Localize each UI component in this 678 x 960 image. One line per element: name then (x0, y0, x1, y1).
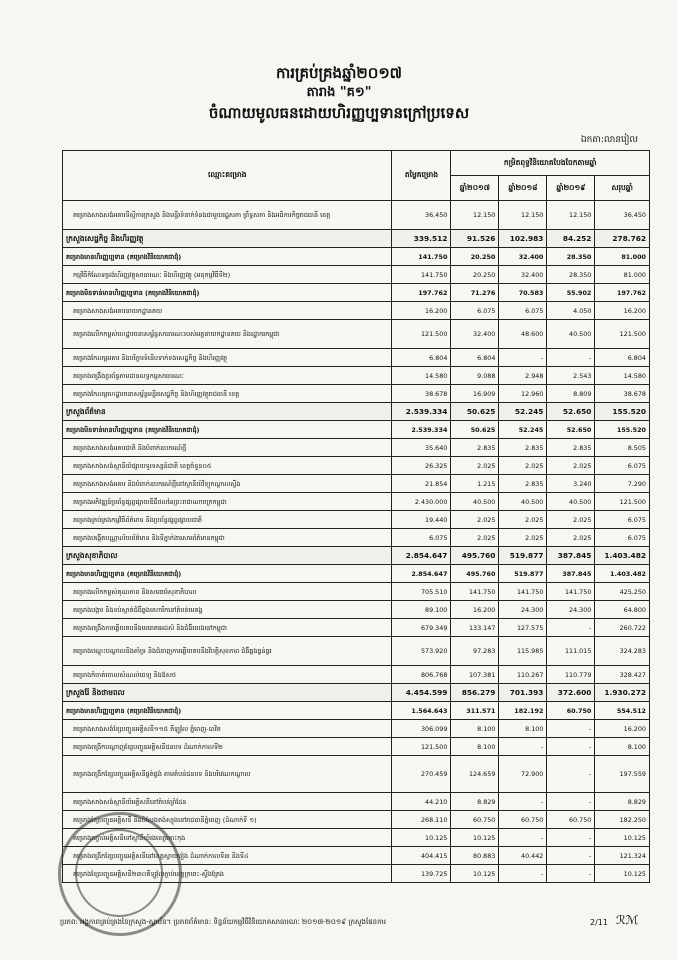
project-value-cell: 2.854.647 (392, 547, 451, 565)
total-cell: 1.403.482 (595, 565, 650, 583)
project-name-cell: គម្រោងកំចាត់ចោលសំណល់ពេទ្យ និងឱសថ (63, 666, 392, 684)
document-subtitle: ចំណាយមូលធនដោយហិរញ្ញប្បទានក្រៅប្រទេស (208, 104, 470, 122)
year-2019-cell: 110.779 (547, 666, 595, 684)
project-value-cell: 16.200 (392, 302, 451, 320)
document-title: ការគ្រប់គ្រងឆ្នាំ២០១៧ (276, 64, 402, 82)
year-2018-cell: 2.948 (499, 367, 547, 385)
year-2018-cell: - (499, 349, 547, 367)
total-cell: 155.520 (595, 403, 650, 421)
year-2017-cell: 16.909 (451, 385, 499, 403)
project-row (63, 738, 650, 756)
year-2017-cell: 60.750 (451, 811, 499, 829)
project-row (63, 349, 650, 367)
year-2018-cell: 182.192 (499, 702, 547, 720)
year-2019-cell: 52.650 (547, 421, 595, 439)
ministry-row (63, 403, 650, 421)
unit-label: ឯកតា:លានរៀល (580, 135, 638, 145)
year-2019-cell: 55.902 (547, 284, 595, 302)
year-2018-cell: 40.500 (499, 493, 547, 511)
year-2018-cell: 2.025 (499, 511, 547, 529)
year-2017-cell: 20.250 (451, 266, 499, 284)
year-2017-cell: 97.283 (451, 637, 499, 666)
project-name-cell: ក្រសួងរ៉ែ និងថាមពល (63, 684, 392, 702)
project-value-cell: 2.539.334 (392, 421, 451, 439)
project-row (63, 720, 650, 738)
total-cell: 16.200 (595, 302, 650, 320)
total-cell: 10.125 (595, 865, 650, 883)
total-cell: 197.762 (595, 284, 650, 302)
year-2017-cell: 10.125 (451, 865, 499, 883)
header-year-2019: ឆ្នាំ២០១៩ (547, 176, 595, 201)
header-annual-allocation: កម្រិតពុទ្ធវិនិយោគបែងចែកតាមឆ្នាំ (451, 151, 650, 176)
project-value-cell: 35.640 (392, 439, 451, 457)
year-2019-cell: 3.240 (547, 475, 595, 493)
page-number: 2/11 (590, 918, 608, 927)
project-row (63, 201, 650, 230)
total-cell: 8.829 (595, 793, 650, 811)
year-2019-cell: 40.500 (547, 320, 595, 349)
project-value-cell: 26.325 (392, 457, 451, 475)
year-2017-cell: 133.147 (451, 619, 499, 637)
project-row (63, 756, 650, 793)
project-value-cell: 10.125 (392, 829, 451, 847)
table-body (63, 201, 650, 883)
year-2019-cell: 8.809 (547, 385, 595, 403)
year-2019-cell: - (547, 349, 595, 367)
total-cell: 1.403.482 (595, 547, 650, 565)
project-value-cell: 573.920 (392, 637, 451, 666)
year-2017-cell: 16.200 (451, 601, 499, 619)
project-name-cell: គម្រោងសាងសង់ស្ថានីយ៍ផ្សាយទូរទស្សន៍ជាតិ ខេត្តចំនួន០៥ (63, 457, 392, 475)
year-2018-cell: 519.877 (499, 565, 547, 583)
year-2019-cell: - (547, 720, 595, 738)
year-2018-cell: 2.835 (499, 439, 547, 457)
year-2019-cell: - (547, 829, 595, 847)
total-cell: 81.000 (595, 266, 650, 284)
project-row (63, 266, 650, 284)
project-name-cell: គម្រោងមិនទាន់មានហិរញ្ញប្បទាន (គម្រោងវិនិយោគជាដុំ) (63, 284, 392, 302)
year-2017-cell: 10.125 (451, 829, 499, 847)
year-2018-cell: 32.400 (499, 248, 547, 266)
year-2017-cell: 2.835 (451, 439, 499, 457)
year-2017-cell: 107.381 (451, 666, 499, 684)
year-2018-cell: 72.900 (499, 756, 547, 793)
project-name-cell: គម្រោងសាងសង់អគារទីស្តីការក្រសួង និងមន្ទីរទំនាក់ទំនងជាមួយរដ្ឋសភា ព្រឹទ្ធសភា និងអធិការកិច្ចរាជធានី ខេត្ត (63, 201, 392, 230)
project-value-cell: 121.500 (392, 320, 451, 349)
total-cell: 121.500 (595, 320, 650, 349)
project-value-cell: 38.678 (392, 385, 451, 403)
project-value-cell: 44.210 (392, 793, 451, 811)
header-total: សរុបឆ្នាំ (595, 176, 650, 201)
project-value-cell: 404.415 (392, 847, 451, 865)
year-2019-cell: 111.015 (547, 637, 595, 666)
project-name-cell: គម្រោងតភ្ជាប់អគ្គិសនីទៅស្ថានីយ៍រងខេត្តកោះកុង (63, 829, 392, 847)
project-name-cell: គម្រោងបង្កើតបណ្ណាល័យព័ត៌មាន និងទីភ្នាក់ងារសារព័ត៌មានកម្ពុជា (63, 529, 392, 547)
table-caption: តារាង "គ១" (306, 85, 372, 100)
year-2017-cell: 2.025 (451, 511, 499, 529)
total-cell: 81.000 (595, 248, 650, 266)
year-2018-cell: 519.877 (499, 547, 547, 565)
year-2018-cell: - (499, 865, 547, 883)
ministry-row (63, 684, 650, 702)
project-name-cell: គម្រោងខ្សែបញ្ជូនអគ្គិសនី និងបំលែងតង់ស្យុងនៅរាជធានីភ្នំពេញ (ដំណាក់ទី ១) (63, 811, 392, 829)
project-value-cell: 139.725 (392, 865, 451, 883)
year-2018-cell: 12.960 (499, 385, 547, 403)
project-value-cell: 141.750 (392, 266, 451, 284)
project-value-cell: 89.100 (392, 601, 451, 619)
year-2017-cell: 141.750 (451, 583, 499, 601)
total-cell: 121.500 (595, 493, 650, 511)
year-2017-cell: 311.571 (451, 702, 499, 720)
header-year-2017: ឆ្នាំ២០១៧ (451, 176, 499, 201)
year-2019-cell: 372.600 (547, 684, 595, 702)
year-2018-cell: - (499, 738, 547, 756)
total-cell: 36.450 (595, 201, 650, 230)
total-cell: 260.722 (595, 619, 650, 637)
project-name-cell: គម្រោងពង្រឹងការឆ្លើយតបនឹងមេរោគអេដស៍ និងជំងឺរបេងនៅកម្ពុជា (63, 619, 392, 637)
total-cell: 6.075 (595, 529, 650, 547)
project-name-cell: គម្រោងមានហិរញ្ញប្បទាន (គម្រោងវិនិយោគជាដុំ) (63, 248, 392, 266)
total-cell: 7.290 (595, 475, 650, 493)
total-cell: 425.250 (595, 583, 650, 601)
total-cell: 328.427 (595, 666, 650, 684)
program-row (63, 702, 650, 720)
year-2019-cell: 28.350 (547, 248, 595, 266)
project-row (63, 320, 650, 349)
year-2019-cell: 2.543 (547, 367, 595, 385)
header-project-name: ឈ្មោះគម្រោង (63, 151, 392, 201)
project-value-cell: 197.762 (392, 284, 451, 302)
total-cell: 278.762 (595, 230, 650, 248)
total-cell: 8.100 (595, 738, 650, 756)
project-value-cell: 14.580 (392, 367, 451, 385)
year-2019-cell: - (547, 847, 595, 865)
year-2018-cell: 52.245 (499, 403, 547, 421)
project-name-cell: គម្រោងសាងសង់អគារ និងបំពាក់ឧបករណ៍ថ្មីនៅស្ថានីយ៍វិទ្យុកណ្តាលស្ទឹង (63, 475, 392, 493)
project-name-cell: គម្រោងសាងសង់ស្ថានីយ៍អគ្គិសនីនៅតំបន់ព្រំដែន (63, 793, 392, 811)
total-cell: 38.678 (595, 385, 650, 403)
project-row (63, 666, 650, 684)
program-row (63, 284, 650, 302)
project-row (63, 529, 650, 547)
total-cell: 324.283 (595, 637, 650, 666)
project-value-cell: 2.430.000 (392, 493, 451, 511)
project-value-cell: 21.854 (392, 475, 451, 493)
year-2019-cell: 4.050 (547, 302, 595, 320)
year-2018-cell: 115.985 (499, 637, 547, 666)
year-2018-cell: 32.400 (499, 266, 547, 284)
year-2018-cell: 24.300 (499, 601, 547, 619)
total-cell: 8.505 (595, 439, 650, 457)
year-2019-cell: 387.845 (547, 547, 595, 565)
total-cell: 1.930.272 (595, 684, 650, 702)
year-2018-cell: 60.750 (499, 811, 547, 829)
project-row (63, 511, 650, 529)
project-name-cell: គម្រោងសាងសង់អគារនាយកដ្ឋានគយ (63, 302, 392, 320)
project-value-cell: 1.564.643 (392, 702, 451, 720)
year-2017-cell: 20.250 (451, 248, 499, 266)
year-2017-cell: 6.075 (451, 302, 499, 320)
year-2019-cell: 24.300 (547, 601, 595, 619)
project-value-cell: 705.510 (392, 583, 451, 601)
year-2019-cell: 60.750 (547, 702, 595, 720)
project-row (63, 385, 650, 403)
year-2019-cell: 141.750 (547, 583, 595, 601)
project-row (63, 619, 650, 637)
total-cell: 155.520 (595, 421, 650, 439)
year-2019-cell: - (547, 738, 595, 756)
project-value-cell: 806.768 (392, 666, 451, 684)
year-2017-cell: 8.100 (451, 720, 499, 738)
total-cell: 6.075 (595, 457, 650, 475)
project-row (63, 493, 650, 511)
project-name-cell: ក្រសួងសេដ្ឋកិច្ច និងហិរញ្ញវត្ថុ (63, 230, 392, 248)
year-2019-cell: - (547, 793, 595, 811)
year-2017-cell: 71.276 (451, 284, 499, 302)
year-2018-cell: 8.100 (499, 720, 547, 738)
project-name-cell: គម្រោងពង្រីកបណ្តាញខ្សែបញ្ជូនអគ្គិសនីជនបទ ដំណាក់កាលទី២ (63, 738, 392, 756)
project-value-cell: 306.099 (392, 720, 451, 738)
total-cell: 64.800 (595, 601, 650, 619)
project-name-cell: គម្រោងពង្រឹងប្រព័ន្ធតាមដានលទ្ធកម្មសាធារណៈ (63, 367, 392, 385)
total-cell: 554.512 (595, 702, 650, 720)
signature: ℛℳ (616, 913, 639, 927)
year-2019-cell: 2.025 (547, 457, 595, 475)
project-name-cell: គម្រោងលើកកម្ពស់ហេដ្ឋារចនាសម្ព័ន្ធសាធារណៈរបស់អគ្គនាយកដ្ឋានគយ និងរដ្ឋាករកម្ពុជា (63, 320, 392, 349)
project-name-cell: គម្រោងអភិវឌ្ឍន៍ប្រព័ន្ធផ្សព្វផ្សាយឌីជីថលនៃព្រះរាជាណាចក្រកម្ពុជា (63, 493, 392, 511)
total-cell: 14.580 (595, 367, 650, 385)
year-2019-cell: 2.025 (547, 511, 595, 529)
total-cell: 6.804 (595, 349, 650, 367)
year-2017-cell: 2.025 (451, 457, 499, 475)
year-2018-cell: 52.245 (499, 421, 547, 439)
year-2018-cell: 102.983 (499, 230, 547, 248)
project-row (63, 302, 650, 320)
year-2017-cell: 91.526 (451, 230, 499, 248)
year-2019-cell: 28.350 (547, 266, 595, 284)
total-cell: 10.125 (595, 829, 650, 847)
year-2017-cell: 8.829 (451, 793, 499, 811)
footnote: ប្រភព: អង្គភាពគ្រប់គ្រងនៃក្រសួង-ស្ថាប័ន។ ប្រភពព័ត៌មាន: ទិន្នន័យកម្មវិធីវិនិយោគសាធារណៈ ២០១៧-២០១៩ ក្រសួងផែនការ (60, 918, 386, 926)
year-2018-cell: 12.150 (499, 201, 547, 230)
ministry-row (63, 547, 650, 565)
project-row (63, 583, 650, 601)
year-2018-cell: 48.600 (499, 320, 547, 349)
project-name-cell: កម្មវិធីកំណែទម្រង់ហិរញ្ញវត្ថុសាធារណៈ និងហិរញ្ញវត្ថុ (អនុកម្មវិធីទី២) (63, 266, 392, 284)
project-name-cell: គម្រោងមានហិរញ្ញប្បទាន (គម្រោងវិនិយោគជាដុំ) (63, 565, 392, 583)
year-2019-cell: 52.650 (547, 403, 595, 421)
year-2017-cell: 124.659 (451, 756, 499, 793)
total-cell: 197.559 (595, 756, 650, 793)
year-2017-cell: 50.625 (451, 403, 499, 421)
project-row (63, 457, 650, 475)
year-2018-cell: - (499, 829, 547, 847)
ministry-row (63, 230, 650, 248)
year-2017-cell: 40.500 (451, 493, 499, 511)
year-2019-cell: 387.845 (547, 565, 595, 583)
project-value-cell: 2.854.647 (392, 565, 451, 583)
total-cell: 121.324 (595, 847, 650, 865)
year-2019-cell: 12.150 (547, 201, 595, 230)
project-name-cell: គម្រោងមិនទាន់មានហិរញ្ញប្បទាន (គម្រោងវិនិយោគជាដុំ) (63, 421, 392, 439)
year-2017-cell: 495.760 (451, 565, 499, 583)
year-2019-cell: 60.750 (547, 811, 595, 829)
project-name-cell: គម្រោងសាងសង់អគារជាតិ និងបំពាក់ឧបករណ៍ថ្មី (63, 439, 392, 457)
total-cell: 6.075 (595, 511, 650, 529)
year-2019-cell: 2.835 (547, 439, 595, 457)
project-name-cell: គម្រោងលើកកម្ពស់គុណភាព និងសមធម៌សុខាភិបាល (63, 583, 392, 601)
total-cell: 16.200 (595, 720, 650, 738)
year-2017-cell: 32.400 (451, 320, 499, 349)
project-value-cell: 2.539.334 (392, 403, 451, 421)
project-value-cell: 6.804 (392, 349, 451, 367)
year-2019-cell: 40.500 (547, 493, 595, 511)
year-2018-cell: - (499, 793, 547, 811)
year-2017-cell: 2.025 (451, 529, 499, 547)
year-2019-cell: - (547, 619, 595, 637)
project-row (63, 601, 650, 619)
year-2018-cell: 40.442 (499, 847, 547, 865)
year-2019-cell: 2.025 (547, 529, 595, 547)
project-value-cell: 141.750 (392, 248, 451, 266)
year-2018-cell: 2.025 (499, 457, 547, 475)
year-2017-cell: 9.088 (451, 367, 499, 385)
project-name-cell: ក្រសួងសុខាភិបាល (63, 547, 392, 565)
year-2017-cell: 12.150 (451, 201, 499, 230)
year-2017-cell: 8.100 (451, 738, 499, 756)
project-row (63, 793, 650, 811)
header-year-2018: ឆ្នាំ២០១៨ (499, 176, 547, 201)
project-value-cell: 4.454.599 (392, 684, 451, 702)
project-name-cell: គម្រោងកែលម្អអគារ និងបរិក្ខារទំនើបទាក់ទងសេដ្ឋកិច្ច និងហិរញ្ញវត្ថុ (63, 349, 392, 367)
year-2017-cell: 50.625 (451, 421, 499, 439)
header-project-value: តម្លៃគម្រោង (392, 151, 451, 201)
project-name-cell: គម្រោងពង្រីកខ្សែបញ្ជូនអគ្គិសនីនៅខេត្តស្វាយរៀង ដំណាក់កាលទី៣ និងទី៤ (63, 847, 392, 865)
year-2019-cell: 84.252 (547, 230, 595, 248)
year-2017-cell: 6.804 (451, 349, 499, 367)
project-row (63, 475, 650, 493)
year-2018-cell: 127.575 (499, 619, 547, 637)
year-2017-cell: 1.215 (451, 475, 499, 493)
project-name-cell: គម្រោងគ្រប់គ្រងកម្មវិធីព័ត៌មាន និងប្រព័ន្ធផ្សព្វផ្សាយជាតិ (63, 511, 392, 529)
year-2018-cell: 110.267 (499, 666, 547, 684)
project-value-cell: 121.500 (392, 738, 451, 756)
project-name-cell: គម្រោងពង្រីកខ្សែបញ្ជូនអគ្គិសនីផ្គត់ផ្គង់ តាមតំបន់ជនបទ និងបរិវេណកណ្តាល (63, 756, 392, 793)
year-2019-cell: - (547, 865, 595, 883)
year-2018-cell: 701.393 (499, 684, 547, 702)
total-cell: 182.250 (595, 811, 650, 829)
program-row (63, 565, 650, 583)
project-name-cell: គម្រោងមានហិរញ្ញប្បទាន (គម្រោងវិនិយោគជាដុំ) (63, 702, 392, 720)
year-2018-cell: 6.075 (499, 302, 547, 320)
project-row (63, 439, 650, 457)
program-row (63, 421, 650, 439)
project-value-cell: 270.459 (392, 756, 451, 793)
year-2017-cell: 495.760 (451, 547, 499, 565)
project-value-cell: 36.450 (392, 201, 451, 230)
project-name-cell: គម្រោងបង្ការ និងទប់ស្កាត់ជំងឺឆ្លងមហារីកនៅតំបន់មេគង្គ (63, 601, 392, 619)
project-name-cell: គម្រោងបណ្តុះបណ្តាលនិងគាំទ្រ និងជំនាញការឆ្លើយតបនឹងវិបត្តិសុខភាព ជំងឺឆ្លងធ្ងន់ធ្ងរ (63, 637, 392, 666)
project-name-cell: គម្រោងកែលម្អហេដ្ឋារចនាសម្ព័ន្ធមន្ទីរសេដ្ឋកិច្ច និងហិរញ្ញវត្ថុរាជធានី ខេត្ត (63, 385, 392, 403)
year-2017-cell: 80.883 (451, 847, 499, 865)
project-name-cell: គម្រោងខ្សែបញ្ជូនអគ្គិសនី២៣០គីឡូវ៉ុលភ្ជាប់ខេត្តក្រចេះ-ស្ទឹងត្រែង (63, 865, 392, 883)
year-2018-cell: 2.835 (499, 475, 547, 493)
project-value-cell: 679.349 (392, 619, 451, 637)
year-2018-cell: 141.750 (499, 583, 547, 601)
project-row (63, 367, 650, 385)
year-2018-cell: 2.025 (499, 529, 547, 547)
year-2018-cell: 70.583 (499, 284, 547, 302)
project-name-cell: ក្រសួងព័ត៌មាន (63, 403, 392, 421)
project-value-cell: 19.440 (392, 511, 451, 529)
project-row (63, 637, 650, 666)
project-value-cell: 339.512 (392, 230, 451, 248)
budget-table (62, 150, 650, 883)
year-2017-cell: 856.279 (451, 684, 499, 702)
project-name-cell: គម្រោងសាងសង់ខ្សែបញ្ជូនអគ្គិសនី១១៥ គីឡូវ៉ុល ភ្នំពេញ-បាវិត (63, 720, 392, 738)
year-2019-cell: - (547, 756, 595, 793)
project-value-cell: 268.110 (392, 811, 451, 829)
project-value-cell: 6.075 (392, 529, 451, 547)
program-row (63, 248, 650, 266)
